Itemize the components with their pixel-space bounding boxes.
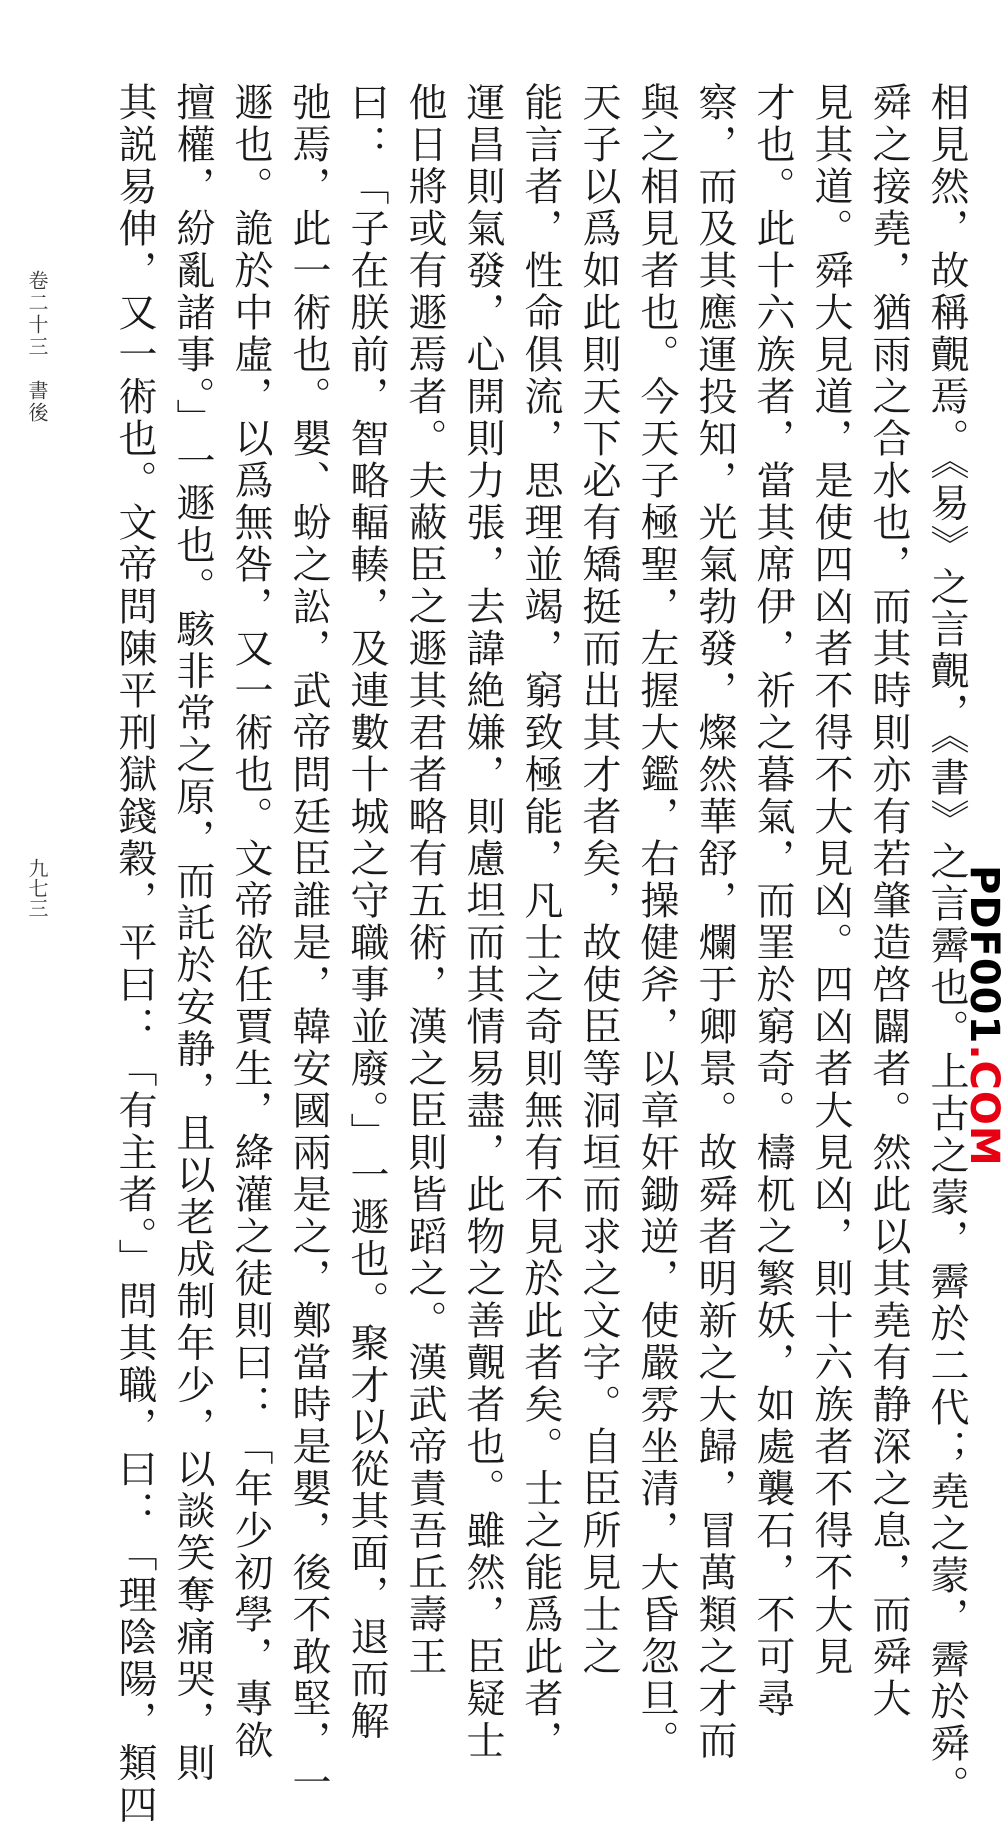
text-column-14: 擅權，紛亂諸事。」一遯也。駭非常之原，而託於安静，且以老成制年少，以談笑奪痛哭，則	[170, 82, 215, 1785]
text-column-13: 遯也。詭於中虛，以爲無咎，又一術也。文帝欲任賈生，絳灌之徒則曰：「年少初學，專欲	[228, 82, 273, 1762]
text-column-4: 才也。此十六族者，當其席伊，祈之暮氣，而罣於窮奇。檮杌之繁妖，如處襲石，不可尋	[750, 82, 795, 1720]
text-column-1: 相見然，故稱覿焉。《易》之言覿，《書》之言霽也。上古之蒙，霽於二代；堯之蒙，霽於舜。	[924, 82, 969, 1807]
text-column-7: 天子以爲如此則天下必有矯挺而出其才者矣，故使臣等洞垣而求之文字。自臣所見士之	[576, 82, 621, 1678]
text-column-3: 見其道。舜大見道，是使四凶者不得不大見凶。四凶者大見凶，則十六族者不得不大見	[808, 82, 853, 1678]
watermark-suffix: .COM	[961, 1044, 1007, 1167]
text-column-10: 他日將或有遯焉者。夫蔽臣之遯其君者略有五術，漢之臣則皆蹈之。漢武帝責吾丘壽王	[402, 82, 447, 1678]
text-column-6: 與之相見者也。今天子極聖，左握大鑑，右操健斧，以章奸鋤逆，使嚴雰坐清，大昏忽旦。	[634, 82, 679, 1762]
watermark	[953, 865, 1007, 1167]
watermark-prefix: PDF001	[961, 865, 1007, 1045]
text-column-11: 曰：「子在朕前，智略輻輳，及連數十城之守職事並廢。」一遯也。聚才以從其面，退而解	[344, 82, 389, 1743]
text-column-12: 弛焉，此一術也。嬰、蚡之訟，武帝問廷臣誰是，韓安國兩是之，鄭當時是嬰，後不敢堅，一	[286, 82, 331, 1804]
page-number: 九七三	[25, 858, 49, 918]
text-column-8: 能言者，性命俱流，思理並竭，窮致極能，凡士之奇則無有不見於此者矣。士之能爲此者，	[518, 82, 563, 1762]
text-column-5: 察，而及其應運投知，光氣勃發，燦然華舒，爛于卿景。故舜者明新之大歸，冒萬類之才而	[692, 82, 737, 1762]
text-column-2: 舜之接堯，猶雨之合水也，而其時則亦有若肇造啓闢者。然此以其堯有静深之息，而舜大	[866, 82, 911, 1720]
text-column-9: 運昌則氣發，心開則力張，去諱絶嫌，則慮坦而其情易盡，此物之善覿者也。雖然，臣疑士	[460, 82, 505, 1762]
running-head: 卷二十三 書後	[25, 270, 49, 424]
text-column-15: 其説易伸，又一術也。文帝問陳平刑獄錢穀，平曰：「有主者。」問其職，曰：「理陰陽，類四	[112, 82, 157, 1827]
